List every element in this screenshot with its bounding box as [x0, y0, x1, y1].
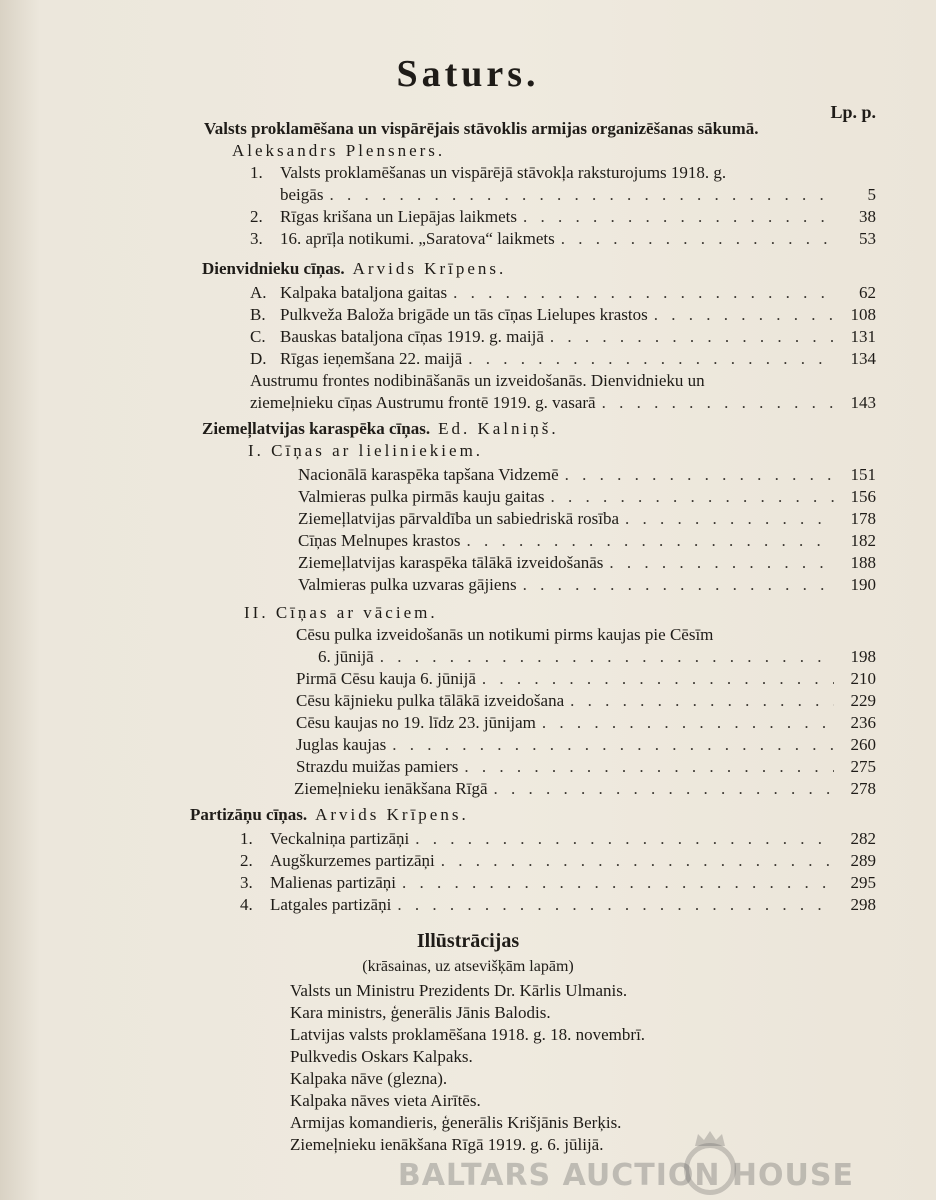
entry-number: B.	[250, 305, 266, 324]
dot-leader	[648, 304, 834, 326]
toc-entry	[296, 690, 876, 712]
entry-page: 182	[850, 531, 876, 550]
entry-title: Austrumu frontes nodibināšanās un izveidošanās. Dienvidnieku un	[250, 371, 705, 390]
toc-entry	[298, 486, 876, 508]
entry-page: 188	[850, 553, 876, 572]
section-title: Ziemeļlatvijas karaspēka cīņas.	[202, 419, 431, 438]
entry-page: 275	[850, 757, 876, 776]
entry-page: 108	[850, 305, 876, 324]
toc-entry	[250, 282, 876, 304]
dot-leader	[544, 486, 834, 508]
entry-title: Augškurzemes partizāņi	[270, 851, 435, 870]
page-title: Saturs.	[396, 53, 540, 95]
section-author: Arvids Krīpens.	[315, 805, 469, 824]
dot-leader	[323, 184, 834, 206]
entry-page: 190	[850, 575, 876, 594]
entry-page: 278	[850, 779, 876, 798]
illustration-item: Latvijas valsts proklamēšana 1918. g. 18. novembrī.	[290, 1025, 646, 1044]
toc-entry	[250, 370, 705, 392]
entry-number: 2.	[250, 207, 263, 226]
section-title: Partizāņu cīņas.	[190, 805, 308, 824]
section-heading	[204, 118, 758, 140]
section-author-line	[232, 140, 445, 162]
toc-entry	[250, 392, 876, 414]
illustrations-title: Illūstrācijas	[416, 930, 520, 952]
dot-leader	[488, 778, 834, 800]
entry-page: 260	[850, 735, 876, 754]
illustration-item: Kara ministrs, ģenerālis Jānis Balodis.	[290, 1003, 551, 1022]
dot-leader	[536, 712, 834, 734]
entry-title: Latgales partizāņi	[270, 895, 392, 914]
dot-leader	[396, 872, 834, 894]
dot-leader	[435, 850, 834, 872]
entry-title: Pirmā Cēsu kauja 6. jūnijā	[296, 669, 476, 688]
section-heading	[202, 258, 506, 280]
entry-page: 62	[859, 283, 876, 302]
toc-entry	[250, 348, 876, 370]
entry-title: Ziemeļnieku ienākšana Rīgā	[294, 779, 488, 798]
dot-leader	[544, 326, 834, 348]
dot-leader	[619, 508, 834, 530]
section-heading	[190, 804, 469, 826]
entry-title: Malienas partizāņi	[270, 873, 397, 892]
entry-number: 1.	[250, 163, 263, 182]
dot-leader	[458, 756, 834, 778]
entry-page: 198	[850, 647, 876, 666]
entry-page: 229	[850, 691, 876, 710]
dot-leader	[374, 646, 834, 668]
entry-title: Ziemeļlatvijas karaspēka tālākā izveidošanās	[298, 553, 604, 572]
dot-leader	[476, 668, 834, 690]
entry-number: 3.	[240, 873, 253, 892]
toc-entry	[240, 828, 876, 850]
entry-title: Rīgas krišana un Liepājas laikmets	[280, 207, 517, 226]
entry-title: Valsts proklamēšanas un vispārējā stāvokļa raksturojums 1918. g.	[280, 163, 727, 182]
entry-title: Cēsu kājnieku pulka tālākā izveidošana	[296, 691, 565, 710]
dot-leader	[517, 206, 834, 228]
entry-title: Strazdu muižas pamiers	[296, 757, 459, 776]
toc-entry	[298, 574, 876, 596]
toc-entry	[298, 464, 876, 486]
toc-entry	[296, 668, 876, 690]
entry-title: Cēsu kaujas no 19. līdz 23. jūnijam	[296, 713, 536, 732]
entry-title: Bauskas bataljona cīņas 1919. g. maijā	[280, 327, 544, 346]
dot-leader	[386, 734, 834, 756]
illustration-item: Armijas komandieris, ģenerālis Krišjānis Berķis.	[290, 1113, 622, 1132]
entry-page: 178	[850, 509, 876, 528]
entry-title: Valmieras pulka pirmās kauju gaitas	[298, 487, 545, 506]
illustration-item: Kalpaka nāves vieta Airītēs.	[290, 1091, 481, 1110]
illustrations-subtitle: (krāsainas, uz atsevišķām lapām)	[362, 958, 574, 975]
page-column-label: Lp. p.	[830, 102, 876, 122]
toc-entry	[298, 530, 876, 552]
section-title: Valsts proklamēšana un vispārējais stāvoklis armijas organizēšanas sākumā.	[204, 119, 759, 138]
entry-title: Rīgas ieņemšana 22. maijā	[280, 349, 463, 368]
toc-entry	[280, 184, 876, 206]
toc-entry	[240, 894, 876, 916]
toc-entry	[298, 508, 876, 530]
entry-title: Pulkveža Baloža brigāde un tās cīņas Lielupes krastos	[280, 305, 648, 324]
section-heading	[202, 418, 559, 440]
dot-leader	[460, 530, 834, 552]
toc-entry	[298, 552, 876, 574]
toc-entry	[250, 228, 876, 250]
entry-title-cont: 6. jūnijā	[318, 647, 374, 666]
entry-page: 282	[850, 829, 876, 848]
toc-entry	[296, 624, 713, 646]
illustration-item: Kalpaka nāve (glezna).	[290, 1069, 448, 1088]
dot-leader	[559, 464, 834, 486]
entry-title-cont: ziemeļnieku cīņas Austrumu frontē 1919. g. vasarā	[250, 393, 596, 412]
entry-title: Cīņas Melnupes krastos	[298, 531, 461, 550]
entry-title: Kalpaka bataljona gaitas	[280, 283, 448, 302]
illustration-item: Valsts un Ministru Prezidents Dr. Kārlis Ulmanis.	[290, 981, 628, 1000]
dot-leader	[596, 392, 834, 414]
entry-page: 131	[850, 327, 876, 346]
toc-entry	[240, 850, 876, 872]
entry-title: Valmieras pulka uzvaras gājiens	[298, 575, 517, 594]
illustration-item: Ziemeļnieku ienākšana Rīgā 1919. g. 6. jūlijā.	[290, 1135, 604, 1154]
entry-title: Cēsu pulka izveidošanās un notikumi pirms kaujas pie Cēsīm	[296, 625, 714, 644]
section-author: Ed. Kalniņš.	[438, 419, 559, 438]
entry-page: 295	[850, 873, 876, 892]
entry-number: A.	[250, 283, 267, 302]
toc-entry	[318, 646, 876, 668]
entry-title: Juglas kaujas	[296, 735, 387, 754]
toc-entry	[250, 206, 876, 228]
dot-leader	[409, 828, 834, 850]
entry-title: Veckalniņa partizāņi	[270, 829, 410, 848]
dot-leader	[564, 690, 834, 712]
entry-number: 2.	[240, 851, 253, 870]
entry-number: C.	[250, 327, 266, 346]
entry-page: 5	[867, 185, 876, 204]
entry-number: 3.	[250, 229, 263, 248]
entry-page: 298	[850, 895, 876, 914]
dot-leader	[462, 348, 834, 370]
entry-number: 1.	[240, 829, 253, 848]
toc-entry	[250, 304, 876, 326]
toc-entry	[240, 872, 876, 894]
entry-page: 134	[850, 349, 876, 368]
dot-leader	[603, 552, 834, 574]
illustration-item: Pulkvedis Oskars Kalpaks.	[290, 1047, 473, 1066]
entry-title: Nacionālā karaspēka tapšana Vidzemē	[298, 465, 559, 484]
section-title: Dienvidnieku cīņas.	[202, 259, 345, 278]
toc-entry	[250, 162, 726, 184]
entry-page: 151	[850, 465, 876, 484]
entry-page: 156	[850, 487, 876, 506]
entry-title: 16. aprīļa notikumi. „Saratova“ laikmets	[280, 229, 555, 248]
dot-leader	[555, 228, 834, 250]
subsection-heading: II. Cīņas ar vāciem.	[244, 603, 438, 622]
watermark: BALTARS AUCTION HOUSE	[397, 1158, 854, 1193]
toc-entry	[294, 778, 876, 800]
entry-page: 53	[859, 229, 876, 248]
dot-leader	[517, 574, 834, 596]
section-author: Aleksandrs Plensners.	[232, 141, 446, 160]
entry-number: D.	[250, 349, 267, 368]
toc-entry	[296, 756, 876, 778]
dot-leader	[391, 894, 834, 916]
subsection-heading: I. Cīņas ar lieliniekiem.	[248, 441, 484, 460]
entry-title-cont: beigās	[280, 185, 324, 204]
entry-page: 38	[859, 207, 876, 226]
dot-leader	[447, 282, 834, 304]
entry-title: Ziemeļlatvijas pārvaldība un sabiedriskā rosība	[298, 509, 620, 528]
entry-page: 210	[850, 669, 876, 688]
entry-page: 236	[850, 713, 876, 732]
toc-entry	[296, 712, 876, 734]
toc-entry	[296, 734, 876, 756]
entry-number: 4.	[240, 895, 253, 914]
toc-entry	[250, 326, 876, 348]
entry-page: 143	[850, 393, 876, 412]
entry-page: 289	[850, 851, 876, 870]
section-author: Arvids Krīpens.	[352, 259, 507, 278]
